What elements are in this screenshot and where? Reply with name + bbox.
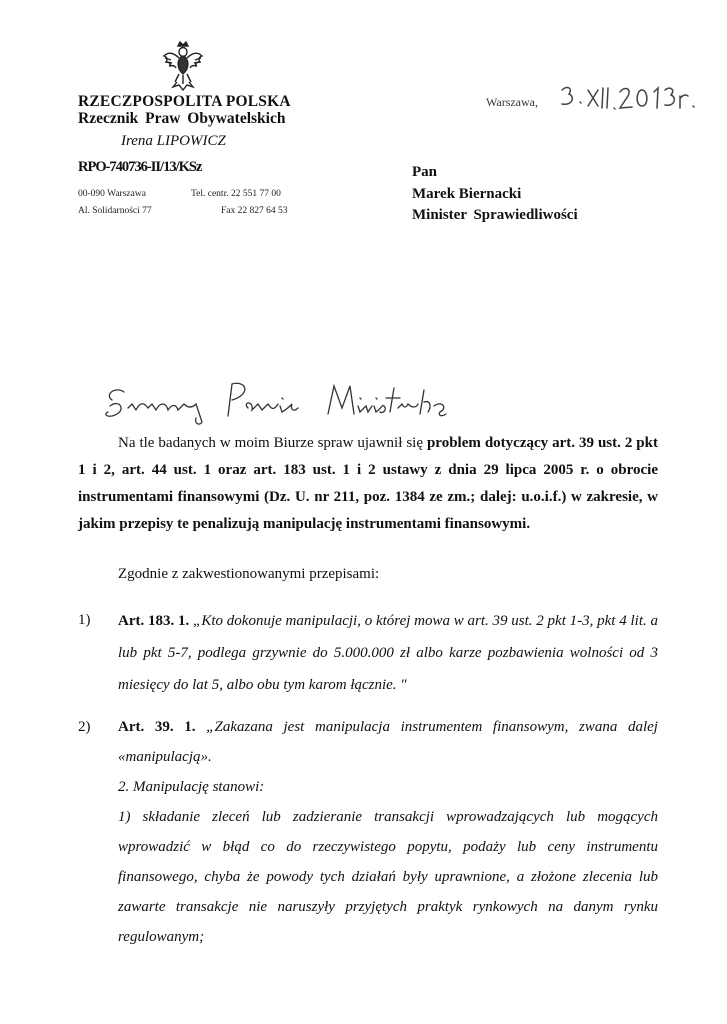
recipient-title: Minister Sprawiedliwości: [412, 207, 578, 223]
org-office: Rzecznik Praw Obywatelskich: [78, 110, 286, 127]
recipient-name: Marek Biernacki: [412, 186, 522, 202]
fax-number: Fax 22 827 64 53: [221, 206, 288, 216]
reference-number: RPO-740736-II/13/KSz: [78, 159, 202, 175]
article-sub-point: 1) składanie zleceń lub zadzieranie transakcji wprowadzających lub mogących wprowadzić w błąd co do rzeczywistego popytu, podaży lub ceny instrumentu finansowego, chyba że powody tych działań były uprawnione, a złożone zlecenia lub zawarte transakcje nie naruszyły przyjętych praktyk rynkowych na danym rynku regulowanym;: [118, 809, 658, 945]
org-name: RZECZPOSPOLITA POLSKA: [78, 93, 291, 110]
phone-number: Tel. centr. 22 551 77 00: [191, 189, 281, 199]
paragraph-intro: Na tle badanych w moim Biurze spraw ujawnił się: [118, 435, 427, 451]
address-line-1: 00-090 Warszawa: [78, 189, 146, 199]
article-quote: „Kto dokonuje manipulacji, o której mowa w art. 39 ust. 2 pkt 1-3, pkt 4 lit. a lub pkt 5-7, podlega grzywnie do 5.000.000 zł albo karze pozbawienia wolności od 3 miesięcy do lat 5, albo obu tym karom łącznie. ": [118, 613, 658, 693]
handwritten-salutation: [102, 378, 472, 426]
item-number: 1): [78, 612, 91, 628]
paragraph-problem: [78, 430, 658, 538]
item-number: 2): [78, 719, 91, 735]
date-city: Warszawa,: [486, 95, 539, 109]
list-item-art-183: [118, 605, 658, 701]
list-item-art-39: [118, 712, 658, 952]
article-quote: „Zakazana jest manipulacja instrumentem finansowym, zwana dalej «manipulacją».: [118, 719, 658, 765]
article-subheading: 2. Manipulację stanowi:: [118, 779, 265, 795]
handwritten-date: [558, 78, 708, 118]
article-heading: [118, 712, 658, 772]
article-ref: Art. 39. 1.: [118, 719, 196, 735]
recipient-salutation: Pan: [412, 164, 438, 180]
article-ref: Art. 183. 1.: [118, 613, 190, 629]
ombudsman-name: Irena LIPOWICZ: [121, 133, 226, 149]
emblem-eagle-icon: [161, 40, 205, 92]
paragraph-problem-bold: problem dotyczący art. 39 ust. 2 pkt 1 i 2, art. 44 ust. 1 oraz art. 183 ust. 1 i 2 ustawy z dnia 29 lipca 2005 r. o obrocie instrumentami finansowymi (Dz. U. nr 211, poz. 1384 ze zm.; dalej: u.o.i.f.) w zakresie, w jakim przepisy te penalizują manipulację instrumentami finansowymi.: [78, 435, 658, 532]
address-line-2: Al. Solidarności 77: [78, 206, 152, 216]
paragraph-lead: Zgodnie z zakwestionowanymi przepisami:: [118, 566, 380, 582]
